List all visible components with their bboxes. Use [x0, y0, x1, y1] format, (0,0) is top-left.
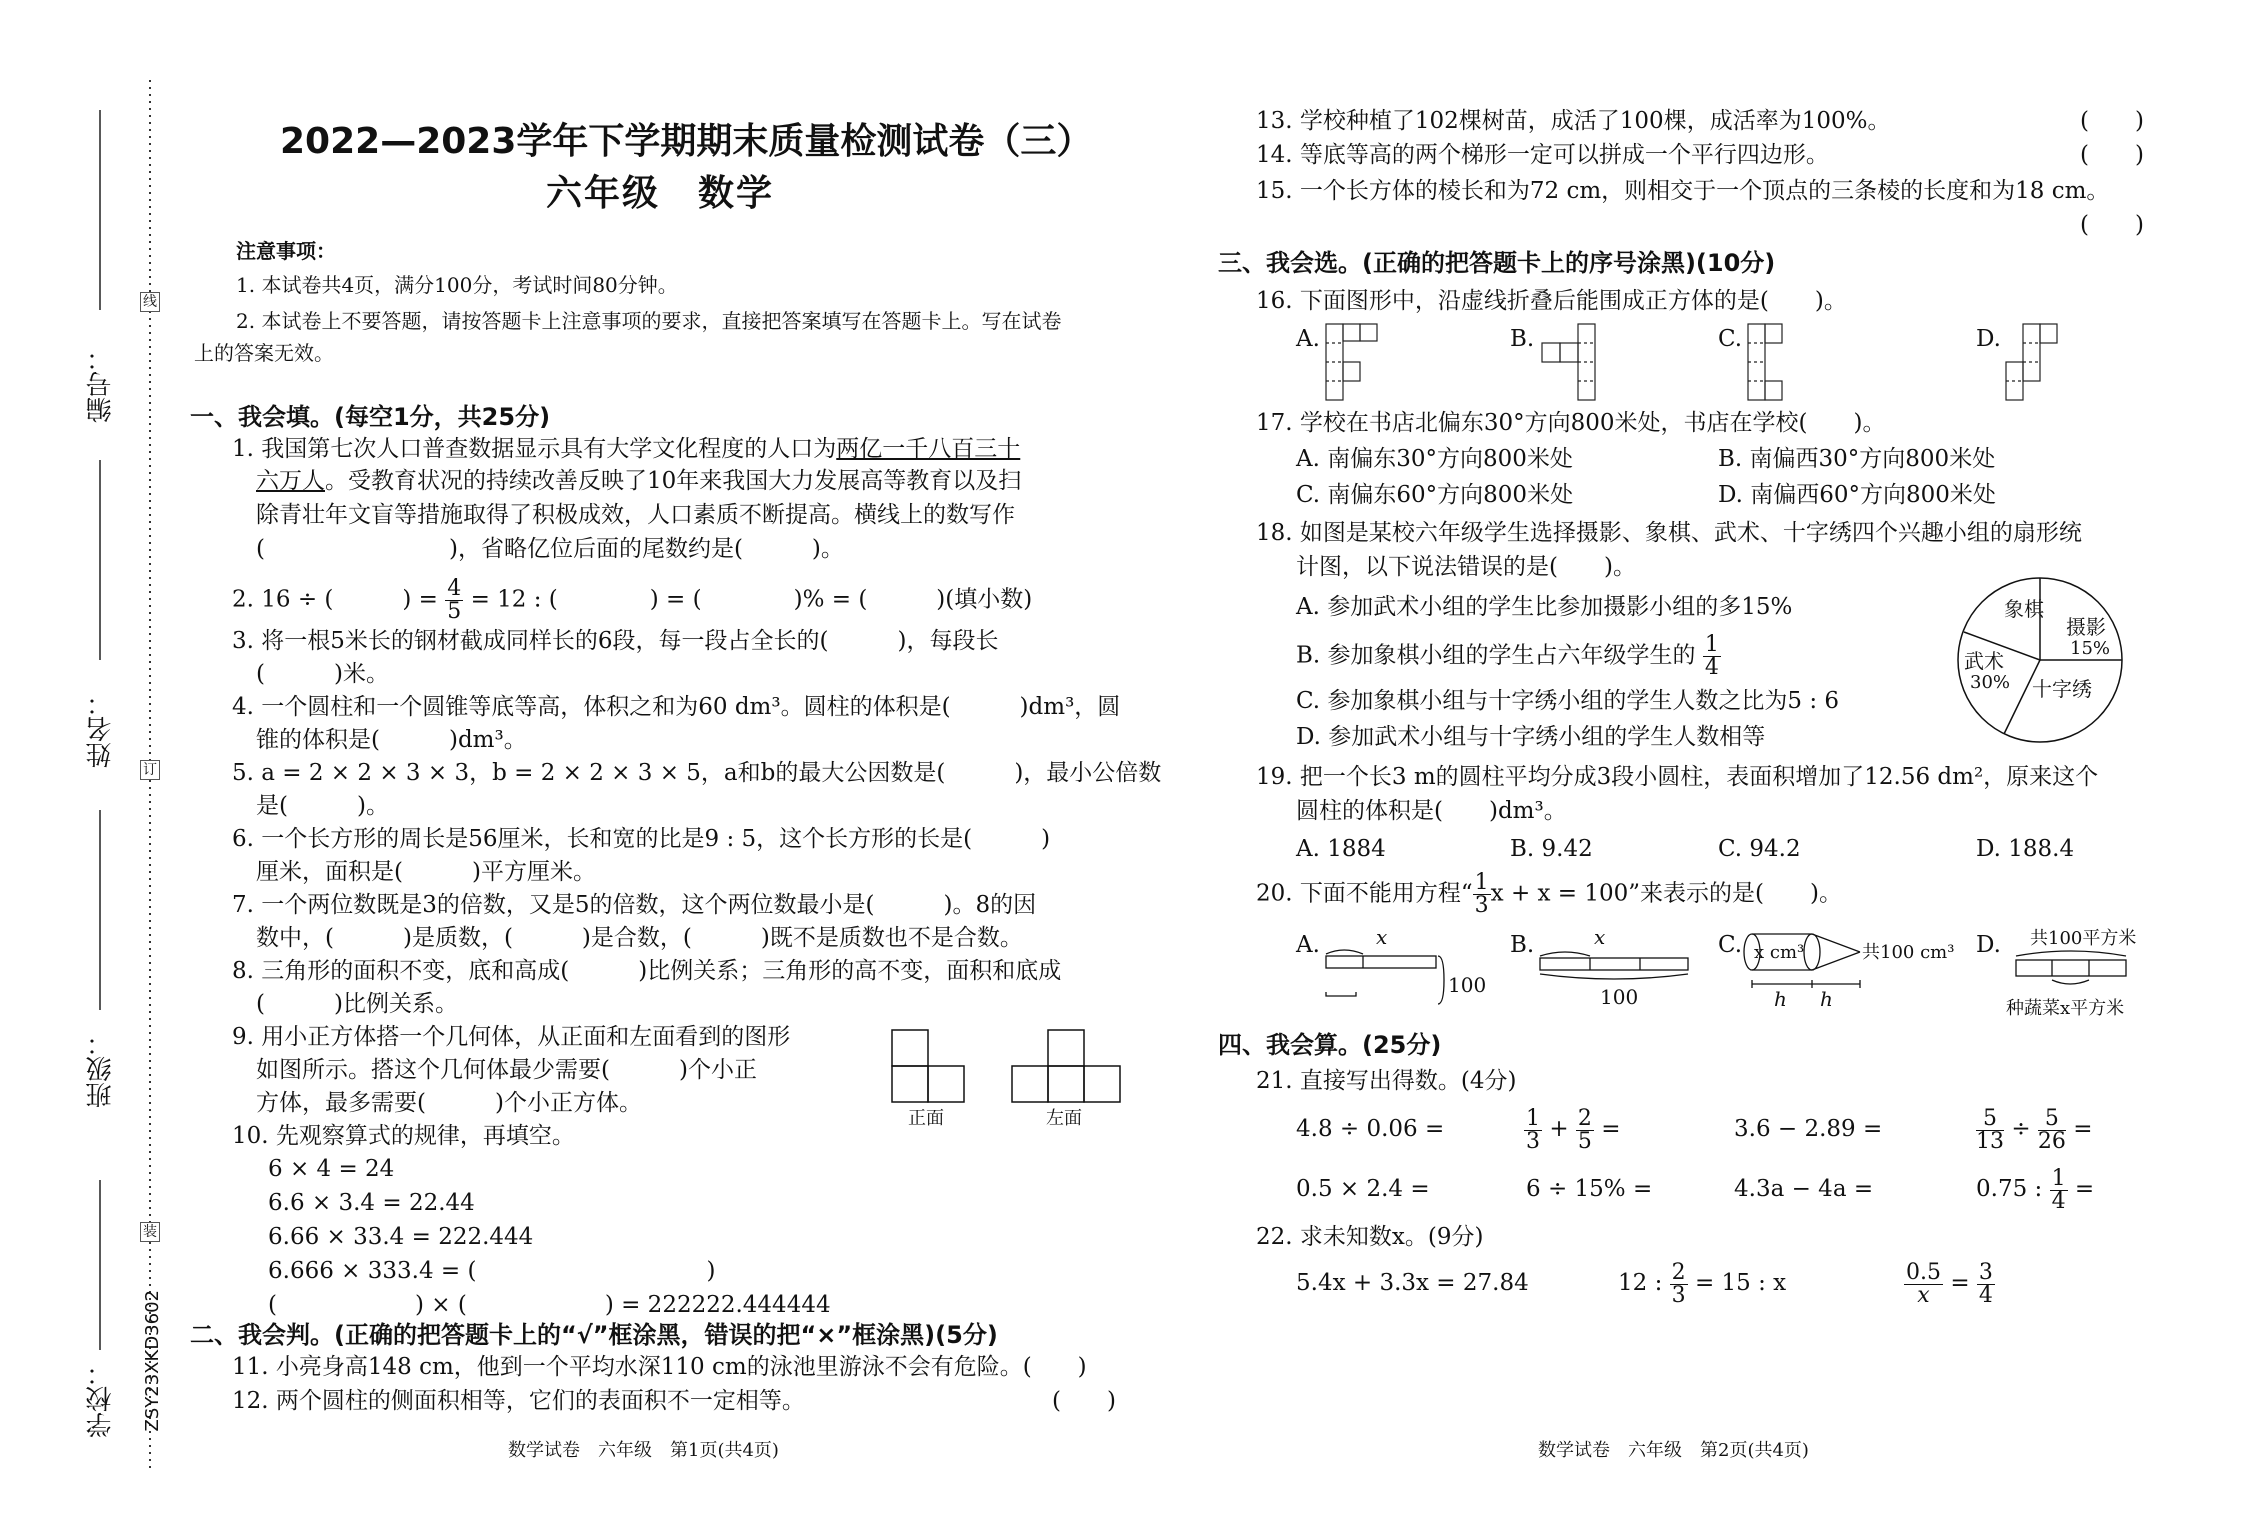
q16-line: 16. 下面图形中，沿虚线折叠后能围成正方体的是( )。	[1256, 288, 1847, 314]
q9-left-label: 左面	[1046, 1108, 1082, 1129]
q20-text-b: x + x = 100”来表示的是( )。	[1490, 880, 1842, 907]
q14-line: 14. 等底等高的两个梯形一定可以拼成一个平行四边形。	[1256, 142, 1829, 168]
q9-left-view	[1012, 1030, 1132, 1110]
q1-line-d: ( )，省略亿位后面的尾数约是( )。	[256, 536, 844, 562]
q10-eq-3: 6.66 × 33.4 = 222.444	[268, 1224, 534, 1250]
binding-id-line	[98, 110, 102, 310]
q13-line: 13. 学校种植了102棵树苗，成活了100棵，成活率为100%。	[1256, 108, 1891, 134]
eq-3-n: 0.5	[1906, 1259, 1941, 1285]
section-2-heading: 二、我会判。(正确的把答题卡上的“√”框涂黑，错误的把“×”框涂黑)(5分)	[190, 1321, 998, 1349]
q9-front-label: 正面	[908, 1108, 944, 1129]
eq-3-d2: 4	[1978, 1282, 1993, 1308]
q9-line-c: 方体，最多需要( )个小正方体。	[256, 1090, 642, 1116]
calc-2	[1524, 1106, 1621, 1153]
q19-option-d: D. 188.4	[1976, 836, 2075, 862]
eq-2-b: = 15 : x	[1694, 1270, 1787, 1296]
q16-net-b	[1542, 324, 1622, 404]
eq-2-frac	[1670, 1259, 1688, 1308]
q1-text-b: 。受教育状况的持续改善反映了10年来我国大力发展高等教育以及扫	[325, 468, 1022, 494]
q19-option-a: A. 1884	[1296, 836, 1386, 862]
q20-c-h2: h	[1820, 987, 1833, 1011]
section-4-heading: 四、我会算。(25分)	[1218, 1031, 1442, 1059]
q16-net-c	[1748, 324, 1808, 404]
q12-paren: ( )	[1052, 1388, 1116, 1414]
q10-eq-2: 6.6 × 3.4 = 22.44	[268, 1190, 475, 1216]
q12-line: 12. 两个圆柱的侧面积相等，它们的表面积不一定相等。	[232, 1388, 805, 1414]
calc-2-frac-2	[1576, 1105, 1594, 1154]
q20-c-total: 共100 cm³	[1862, 942, 1955, 963]
calc-4-n1: 5	[1976, 1108, 2004, 1131]
q17-option-c: C. 南偏东60°方向800米处	[1296, 482, 1574, 508]
q20-option-c-label: C.	[1718, 932, 1743, 958]
eq-2	[1618, 1260, 1786, 1307]
calc-2-n2: 2	[1577, 1105, 1592, 1131]
eq-3-n2: 3	[1978, 1259, 1993, 1285]
calc-4-frac-1	[1976, 1105, 2004, 1154]
q1-line-c: 除青壮年文盲等措施取得了积极成效，人口素质不断提高。横线上的数写作	[256, 502, 1015, 528]
calc-2-d1: 3	[1526, 1128, 1540, 1154]
q6-line-b: 厘米，面积是( )平方厘米。	[256, 859, 596, 885]
pie-label-chess: 象棋	[2004, 597, 2044, 621]
q20-num: 1	[1474, 870, 1489, 895]
q2-text-a: 2. 16 ÷ ( ) =	[232, 586, 438, 613]
q22-line: 22. 求未知数x。(9分)	[1256, 1224, 1484, 1250]
q20-option-d-label: D.	[1976, 932, 2001, 958]
binding-mark-zhuang: 装	[140, 1222, 160, 1242]
q18-option-b-fraction	[1703, 634, 1721, 679]
q4-line-a: 4. 一个圆柱和一个圆锥等底等高，体积之和为60 dm³。圆柱的体积是( )dm³，圆	[232, 694, 1121, 720]
pie-label-wushu-pct: 30%	[1970, 672, 2011, 693]
q2-num: 4	[447, 576, 462, 601]
q20-fig-a	[1326, 950, 1456, 1010]
q20-b-x: x	[1594, 925, 1606, 949]
eq-3-eq: =	[1950, 1270, 1970, 1296]
q9-line-a: 9. 用小正方体搭一个几何体，从正面和左面看到的图形	[232, 1024, 791, 1050]
binding-name-label: 姓名：	[86, 690, 116, 768]
q20-d-total: 共100平方米	[2030, 928, 2137, 949]
q16-option-c-label: C.	[1718, 326, 1743, 352]
q7-line-a: 7. 一个两位数既是3的倍数，又是5的倍数，这个两位数最小是( )。8的因	[232, 892, 1037, 918]
q8-line-b: ( )比例关系。	[256, 991, 458, 1017]
calc-4	[1976, 1106, 2093, 1153]
calc-8-eq: =	[2074, 1176, 2095, 1202]
calc-7: 4.3a − 4a =	[1734, 1176, 1874, 1202]
q14-paren: ( )	[2080, 142, 2144, 168]
q20-option-a-label: A.	[1296, 932, 1320, 958]
q20-text-a: 20. 下面不能用方程“	[1256, 880, 1473, 907]
q18-line-a: 18. 如图是某校六年级学生选择摄影、象棋、武术、十字绣四个兴趣小组的扇形统	[1256, 520, 2082, 546]
q2-fraction	[445, 578, 463, 623]
q2-den: 5	[447, 599, 462, 624]
q20-c-xcm: x cm³	[1754, 942, 1805, 963]
binding-class-label: 班级：	[86, 1030, 116, 1108]
eq-2-d: 3	[1671, 1282, 1686, 1308]
pie-label-photo-pct: 15%	[2070, 638, 2111, 659]
q4-line-b: 锥的体积是( )dm³。	[256, 727, 527, 753]
q18-option-d: D. 参加武术小组与十字绣小组的学生人数相等	[1296, 724, 1766, 750]
footer-left: 数学试卷 六年级 第1页(共4页)	[508, 1440, 779, 1461]
q20-line	[1256, 872, 1842, 917]
q16-net-a	[1326, 324, 1396, 404]
q5-line-b: 是( )。	[256, 793, 389, 819]
calc-2-frac-1	[1524, 1105, 1542, 1154]
q1-line-a	[232, 434, 1020, 464]
calc-2-op: +	[1549, 1116, 1569, 1142]
notes-item-2a: 2. 本试卷上不要答题，请按答题卡上注意事项的要求，直接把答案填写在答题卡上。写在试卷	[236, 309, 1062, 333]
calc-2-d2: 5	[1577, 1128, 1592, 1154]
q6-line-a: 6. 一个长方形的周长是56厘米，长和宽的比是9 : 5，这个长方形的长是( )	[232, 826, 1051, 852]
exam-subtitle: 六年级 数学	[546, 173, 775, 214]
q17-option-b: B. 南偏西30°方向800米处	[1718, 446, 1996, 472]
q20-c-h1: h	[1774, 987, 1787, 1011]
q7-line-b: 数中，( )是质数，( )是合数，( )既不是质数也不是合数。	[256, 925, 1023, 951]
q21-line: 21. 直接写出得数。(4分)	[1256, 1068, 1517, 1094]
q19-option-b: B. 9.42	[1510, 836, 1593, 862]
calc-8-a: 0.75 :	[1976, 1176, 2043, 1202]
q19-option-c: C. 94.2	[1718, 836, 1801, 862]
q1-underline-2: 六万人	[256, 468, 325, 494]
calc-4-eq: =	[2073, 1116, 2093, 1142]
eq-3-frac-2	[1977, 1259, 1995, 1308]
q18-option-a: A. 参加武术小组的学生比参加摄影小组的多15%	[1296, 594, 1793, 620]
notes-item-1: 1. 本试卷共4页，满分100分，考试时间80分钟。	[236, 273, 678, 297]
q8-line-a: 8. 三角形的面积不变，底和高成( )比例关系；三角形的高不变，面积和底成	[232, 958, 1062, 984]
q18-den: 4	[1704, 655, 1719, 680]
binding-id-label: 编号：	[86, 345, 116, 423]
calc-4-op: ÷	[2011, 1116, 2031, 1142]
q11-line: 11. 小亮身高148 cm，他到一个平均水深110 cm的泳池里游泳不会有危险。( )	[232, 1354, 1087, 1380]
binding-name-line	[98, 460, 102, 660]
q9-front-view	[892, 1030, 972, 1110]
q10-eq-5: ( ) × ( ) = 222222.444444	[268, 1292, 831, 1318]
q17-option-d: D. 南偏西60°方向800米处	[1718, 482, 1996, 508]
calc-1: 4.8 ÷ 0.06 =	[1296, 1116, 1445, 1142]
q17-option-a: A. 南偏东30°方向800米处	[1296, 446, 1573, 472]
calc-6: 6 ÷ 15% =	[1526, 1176, 1653, 1202]
calc-2-n1: 1	[1526, 1105, 1540, 1131]
calc-4-n2: 5	[2038, 1108, 2066, 1131]
q16-net-d	[2006, 324, 2076, 404]
eq-2-n: 2	[1671, 1259, 1686, 1285]
q20-fraction	[1473, 872, 1491, 917]
eq-2-a: 12 :	[1618, 1270, 1663, 1296]
q10-line-a: 10. 先观察算式的规律，再填空。	[232, 1123, 575, 1149]
eq-3-frac-1	[1904, 1259, 1943, 1308]
calc-8-frac	[2050, 1165, 2068, 1214]
calc-2-eq: =	[1601, 1116, 1621, 1142]
section-1-heading: 一、我会填。(每空1分，共25分)	[190, 403, 551, 431]
q15-line: 15. 一个长方体的棱长和为72 cm，则相交于一个顶点的三条棱的长度和为18 cm。	[1256, 178, 2110, 204]
footer-right: 数学试卷 六年级 第2页(共4页)	[1538, 1440, 1809, 1461]
q10-eq-1: 6 × 4 = 24	[268, 1156, 395, 1182]
q18-option-b	[1296, 634, 1721, 679]
pie-label-photo: 摄影	[2066, 615, 2106, 639]
q18-option-c: C. 参加象棋小组与十字绣小组的学生人数之比为5 : 6	[1296, 688, 1840, 714]
section-3-heading: 三、我会选。(正确的把答题卡上的序号涂黑)(10分)	[1218, 249, 1776, 277]
q19-line-a: 19. 把一个长3 m的圆柱平均分成3段小圆柱，表面积增加了12.56 dm²，原来这个	[1256, 764, 2099, 790]
q20-option-b-label: B.	[1510, 932, 1535, 958]
q20-d-veg: 种蔬菜x平方米	[2006, 998, 2125, 1019]
binding-school-line	[98, 1180, 102, 1350]
binding-school-label: 学校：	[86, 1360, 116, 1438]
q2-text-b: = 12 : ( ) = ( )% = ( )(填小数)	[470, 586, 1033, 613]
q2-line	[232, 578, 1032, 623]
q20-a-100: 100	[1448, 973, 1487, 997]
notes-item-2b: 上的答案无效。	[194, 341, 334, 365]
q16-option-d-label: D.	[1976, 326, 2001, 352]
eq-3-d: x	[1917, 1282, 1930, 1308]
q20-den: 3	[1474, 893, 1489, 918]
calc-4-frac-2	[2037, 1105, 2066, 1154]
calc-3: 3.6 − 2.89 =	[1734, 1116, 1883, 1142]
calc-5: 0.5 × 2.4 =	[1296, 1176, 1430, 1202]
q19-line-b: 圆柱的体积是( )dm³。	[1296, 798, 1567, 824]
q5-line-a: 5. a = 2 × 2 × 3 × 3，b = 2 × 2 × 3 × 5，a和b的最大公因数是( )，最小公倍数	[232, 760, 1162, 786]
q13-paren: ( )	[2080, 108, 2144, 134]
exam-title: 2022—2023学年下学期期末质量检测试卷（三）	[280, 121, 1093, 162]
binding-code: ZSY23XKD3602	[142, 1290, 163, 1432]
q1-line-b	[256, 466, 1021, 496]
binding-mark-xian: 线	[140, 292, 160, 312]
eq-3	[1904, 1258, 1995, 1308]
binding-mark-ding: 订	[140, 760, 160, 780]
q1-text-a: 1. 我国第七次人口普查数据显示具有大学文化程度的人口为	[232, 436, 837, 462]
q1-underline-1: 两亿一千八百三十	[836, 436, 1021, 462]
q18-option-b-text: B. 参加象棋小组的学生占六年级学生的	[1296, 642, 1696, 669]
calc-8-n: 1	[2051, 1165, 2066, 1191]
q16-option-b-label: B.	[1510, 326, 1535, 352]
q10-eq-4: 6.666 × 333.4 = ( )	[268, 1258, 716, 1284]
q20-b-100: 100	[1600, 985, 1639, 1009]
q18-num: 1	[1704, 632, 1719, 657]
pie-label-cross: 十字绣	[2032, 677, 2092, 701]
calc-4-d1: 13	[1976, 1128, 2004, 1154]
notes-heading: 注意事项：	[236, 239, 336, 263]
q16-option-a-label: A.	[1296, 326, 1320, 352]
q3-line-b: ( )米。	[256, 661, 389, 687]
calc-8	[1976, 1166, 2094, 1213]
q9-line-b: 如图所示。搭这个几何体最少需要( )个小正	[256, 1057, 757, 1083]
q15-paren: ( )	[2080, 212, 2144, 238]
q17-line: 17. 学校在书店北偏东30°方向800米处，书店在学校( )。	[1256, 410, 1886, 436]
eq-1: 5.4x + 3.3x = 27.84	[1296, 1270, 1529, 1296]
pie-label-wushu: 武术	[1964, 649, 2004, 673]
calc-8-d: 4	[2051, 1188, 2066, 1214]
q18-line-b: 计图，以下说法错误的是( )。	[1296, 554, 1636, 580]
calc-4-d2: 26	[2037, 1128, 2066, 1154]
q3-line-a: 3. 将一根5米长的钢材截成同样长的6段，每一段占全长的( )，每段长	[232, 628, 999, 654]
binding-class-line	[98, 810, 102, 1010]
q20-a-x: x	[1376, 925, 1388, 949]
